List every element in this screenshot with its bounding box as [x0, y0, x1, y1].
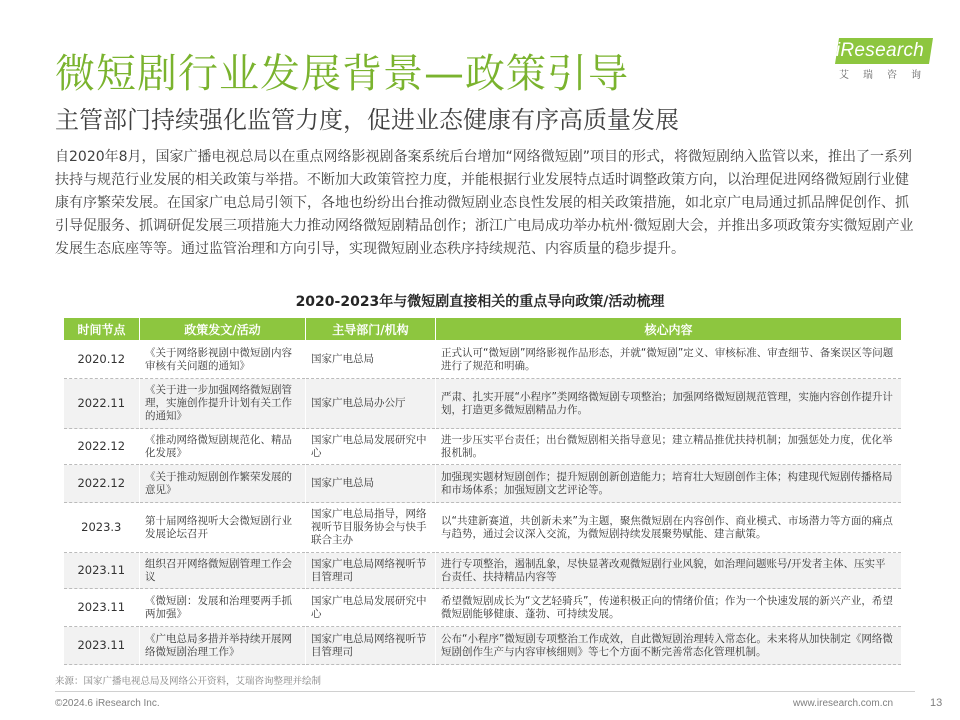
cell-date: 2023.11 [64, 553, 140, 589]
cell-policy: 《关于进一步加强网络微短剧管理，实施创作提升计划有关工作的通知》 [140, 379, 306, 429]
cell-policy: 《推动网络微短剧规范化、精品化发展》 [140, 429, 306, 465]
cell-content: 以“共建新赛道，共创新未来”为主题，聚焦微短剧在内容创作、商业模式、市场潜力等方面的痛点与趋势，通过会议深入交流，为微短剧持续发展聚势赋能、建言献策。 [436, 503, 902, 553]
table-row [64, 627, 902, 665]
table-row [64, 429, 902, 465]
cell-policy: 《关于推动短剧创作繁荣发展的意见》 [140, 465, 306, 503]
intro-paragraph: 自2020年8月，国家广播电视总局以在重点网络影视剧备案系统后台增加“网络微短剧”项目的形式，将微短剧纳入监管以来，推出了一系列扶持与规范行业发展的相关政策与举措。不断加大政策管控力度，并能根据行业发展特点适时调整政策方向，以治理促进网络微短剧行业健康有序繁荣发展。在国家广电总局引领下，各地也纷纷出台推动微短剧业态良性发展的相关政策措施，如北京广电局通过抓品牌促创作、抓引导促服务、抓调研促发展三项措施大力推动网络微短剧精品创作；浙江广电局成功举办杭州·微短剧大会，并推出多项政策夯实微短剧产业发展生态底座等等。通过监管治理和方向引导，实现微短剧业态秩序持续规范、内容质量的稳步提升。 [55, 149, 914, 257]
cell-dept: 国家广电总局网络视听节目管理司 [306, 553, 436, 589]
cell-content: 加强现实题材短剧创作；提升短剧创新创造能力；培育壮大短剧创作主体；构建现代短剧传播格局和市场体系；加强短剧文艺评论等。 [436, 465, 902, 503]
cell-content: 公布“小程序”微短剧专项整治工作成效，自此微短剧治理转入常态化。未来将从加快制定《网络微短剧创作生产与内容审核细则》等七个方面不断完善常态化管理机制。 [436, 627, 902, 665]
table-row [64, 553, 902, 589]
page-subtitle: 主管部门持续强化监管力度，促进业态健康有序高质量发展 [55, 106, 679, 134]
column-header-date: 时间节点 [64, 318, 140, 341]
cell-date: 2022.11 [64, 379, 140, 429]
source-note: 来源：国家广播电视总局及网络公开资料，艾瑞咨询整理并绘制 [55, 676, 322, 687]
cell-date: 2023.11 [64, 589, 140, 627]
cell-date: 2023.3 [64, 503, 140, 553]
cell-dept: 国家广电总局网络视听节目管理司 [306, 627, 436, 665]
page-number: 13 [930, 697, 943, 709]
cell-content: 希望微短剧成长为“文艺轻骑兵”，传递积极正向的情绪价值；作为一个快速发展的新兴产业，希望微短剧能够健康、蓬勃、可持续发展。 [436, 589, 902, 627]
cell-date: 2020.12 [64, 341, 140, 379]
cell-dept: 国家广电总局指导，网络视听节目服务协会与快手联合主办 [306, 503, 436, 553]
cell-policy: 《微短剧：发展和治理要两手抓两加强》 [140, 589, 306, 627]
policy-table [63, 317, 902, 665]
cell-policy: 组织召开网络微短剧管理工作会议 [140, 553, 306, 589]
table-row [64, 379, 902, 429]
cell-policy: 第十届网络视听大会微短剧行业发展论坛召开 [140, 503, 306, 553]
cell-policy: 《广电总局多措并举持续开展网络微短剧治理工作》 [140, 627, 306, 665]
cell-date: 2022.12 [64, 429, 140, 465]
footer-divider [55, 691, 915, 692]
table-row [64, 341, 902, 379]
copyright: ©2024.6 iResearch Inc. [55, 698, 160, 709]
cell-dept: 国家广电总局发展研究中心 [306, 429, 436, 465]
cell-date: 2023.11 [64, 627, 140, 665]
cell-content: 正式认可“微短剧”网络影视作品形态，并就“微短剧”定义、审核标准、审查细节、备案误区等问题进行了规范和明确。 [436, 341, 902, 379]
cell-dept: 国家广电总局 [306, 465, 436, 503]
cell-dept: 国家广电总局 [306, 341, 436, 379]
column-header-content: 核心内容 [436, 318, 902, 341]
logo-subtext: 艾瑞咨询 [839, 70, 935, 81]
cell-content: 严肃、扎实开展“小程序”类网络微短剧专项整治；加强网络微短剧规范管理，实施内容创作提升计划，打造更多微短剧精品力作。 [436, 379, 902, 429]
table-row [64, 503, 902, 553]
iresearch-logo [825, 30, 935, 90]
page-title: 微短剧行业发展背景—政策引导 [55, 51, 629, 97]
website-link[interactable]: www.iresearch.com.cn [793, 698, 894, 709]
table-row [64, 465, 902, 503]
cell-content: 进行专项整治，遏制乱象，尽快显著改观微短剧行业风貌，如治理问题账号/开发者主体、压实平台责任、扶持精品内容等 [436, 553, 902, 589]
cell-date: 2022.12 [64, 465, 140, 503]
table-header-row [64, 318, 902, 341]
cell-dept: 国家广电总局发展研究中心 [306, 589, 436, 627]
column-header-policy: 政策发文/活动 [140, 318, 306, 341]
table-title: 2020-2023年与微短剧直接相关的重点导向政策/活动梳理 [295, 294, 665, 310]
cell-policy: 《关于网络影视剧中微短剧内容审核有关问题的通知》 [140, 341, 306, 379]
column-header-dept: 主导部门/机构 [306, 318, 436, 341]
cell-content: 进一步压实平台责任；出台微短剧相关指导意见；建立精品推优扶持机制；加强惩处力度，优化举报机制。 [436, 429, 902, 465]
logo-text: iResearch [835, 40, 925, 61]
cell-dept: 国家广电总局办公厅 [306, 379, 436, 429]
table-row [64, 589, 902, 627]
